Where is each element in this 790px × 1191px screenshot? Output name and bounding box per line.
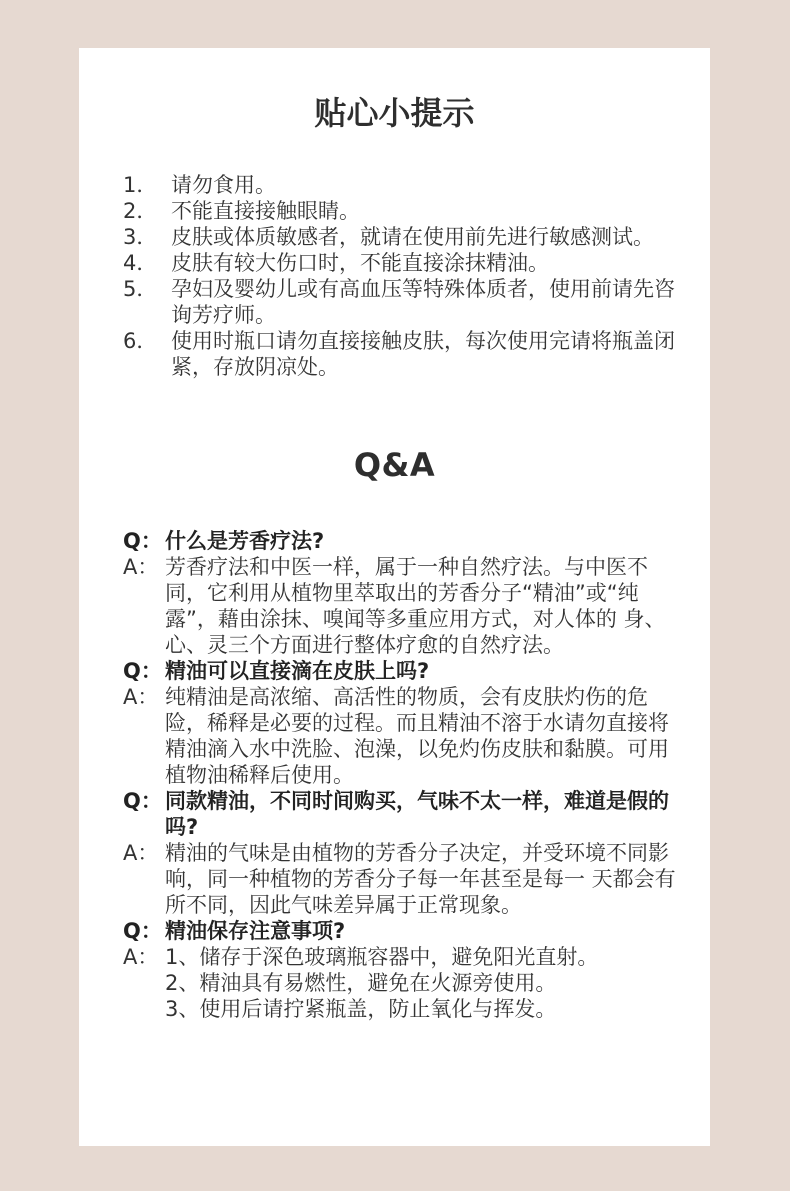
tip-number: 1． — [123, 173, 158, 197]
tip-number: 6． — [123, 329, 158, 353]
answer-label: A： — [123, 685, 159, 709]
tip-number: 4． — [123, 251, 158, 275]
question-text: 精油可以直接滴在皮肤上吗? — [165, 659, 430, 683]
tip-number: 5． — [123, 277, 158, 301]
tip-number: 3． — [123, 225, 158, 249]
tip-text: 使用时瓶口请勿直接接触皮肤，每次使用完请将瓶盖闭紧，存放阴凉处。 — [171, 329, 675, 379]
tip-item — [123, 276, 683, 328]
tip-text: 不能直接接触眼睛。 — [171, 199, 360, 223]
tip-text: 孕妇及婴幼儿或有高血压等特殊体质者，使用前请先咨询芳疗师。 — [171, 277, 675, 327]
question-text: 什么是芳香疗法? — [165, 529, 325, 553]
question-row — [123, 528, 683, 554]
tip-item — [123, 250, 683, 276]
tip-item — [123, 172, 683, 198]
answer-text — [165, 944, 683, 1022]
tip-item — [123, 198, 683, 224]
answer-label: A： — [123, 555, 159, 579]
question-text: 同款精油，不同时间购买，气味不太一样，难道是假的吗? — [165, 789, 669, 839]
qa-title: Q&A — [353, 446, 436, 484]
tips-title: 贴心小提示 — [314, 94, 475, 132]
answer-text: 纯精油是高浓缩、高活性的物质，会有皮肤灼伤的危险，稀释是必要的过程。而且精油不溶于水请勿直接将精油滴入水中洗脸、泡澡，以免灼伤皮肤和黏膜。可用植物油稀释后使用。 — [165, 685, 669, 787]
question-row — [123, 788, 683, 840]
question-label: Q： — [123, 919, 162, 943]
answer-text: 芳香疗法和中医一样，属于一种自然疗法。与中医不同，它利用从植物里萃取出的芳香分子“精油”或“纯露”，藉由涂抹、嗅闻等多重应用方式，对人体的 身、心、灵三个方面进行整体疗愈的自然疗法。 — [165, 555, 666, 657]
qa-list — [123, 528, 683, 1022]
storage-tip-line: 1、储存于深色玻璃瓶容器中，避免阳光直射。 — [165, 945, 599, 969]
question-text: 精油保存注意事项? — [165, 919, 346, 943]
answer-text: 精油的气味是由植物的芳香分子决定，并受环境不同影响，同一种植物的芳香分子每一年甚至是每一 天都会有所不同，因此气味差异属于正常现象。 — [165, 841, 676, 917]
question-row — [123, 658, 683, 684]
answer-row — [123, 554, 683, 658]
answer-label: A： — [123, 841, 159, 865]
answer-row — [123, 944, 683, 1022]
tip-text: 皮肤或体质敏感者，就请在使用前先进行敏感测试。 — [171, 225, 654, 249]
question-label: Q： — [123, 789, 162, 813]
storage-tip-line: 3、使用后请拧紧瓶盖，防止氧化与挥发。 — [165, 997, 557, 1021]
answer-row — [123, 840, 683, 918]
tips-list — [123, 172, 683, 380]
tip-item — [123, 328, 683, 380]
question-label: Q： — [123, 529, 162, 553]
tip-number: 2． — [123, 199, 158, 223]
question-row — [123, 918, 683, 944]
content-card — [79, 48, 710, 1146]
storage-tip-line: 2、精油具有易燃性，避免在火源旁使用。 — [165, 971, 557, 995]
tip-text: 皮肤有较大伤口时，不能直接涂抹精油。 — [171, 251, 549, 275]
question-label: Q： — [123, 659, 162, 683]
answer-row — [123, 684, 683, 788]
tip-item — [123, 224, 683, 250]
tip-text: 请勿食用。 — [171, 173, 276, 197]
answer-label: A： — [123, 945, 159, 969]
